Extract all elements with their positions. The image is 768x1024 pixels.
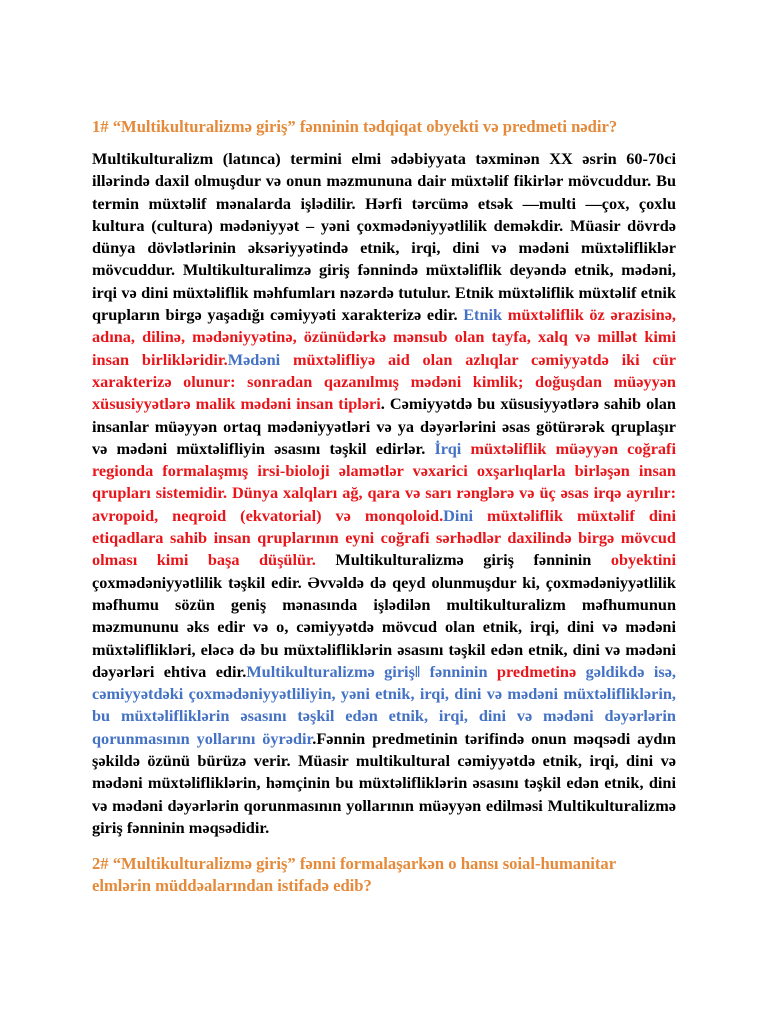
answer-1-paragraph <box>92 148 676 839</box>
answer-1-segment-red: müxtəlifliyə aid olan azlıqlar cəmiyyətdə iki cür xarakterizə olunur: sonradan qazanılmış mədəni kimlik; doğuşdan müəyyən xüsusiyyətlərə malik mədəni insan tipləri <box>92 349 676 414</box>
answer-1-segment-blue: Multikulturalizmə girişǁ fənninin <box>246 661 497 681</box>
answer-1-segment-blue: Mədəni <box>227 349 281 369</box>
answer-1-segment-blue: gəldikdə isə, cəmiyyətdəki çoxmədəniyyətliliyin, yəni etnik, irqi, dini və mədəni müxtəlifliklərin, bu müxtəlifliklərin əsasını təşkil edən etnik, irqi, dini və mədəni dəyərlərin qorunmasının yollarını öyrədir <box>92 661 676 748</box>
answer-1-segment-text: . Cəmiyyətdə bu xüsusiyyətlərə sahib olan insanlar müəyyən ortaq mədəniyyətləri və ya dəyərlərini əsas götürərək qruplaşır və mədəni müxtəlifliyin əsasını təşkil edirlər. <box>92 394 676 458</box>
answer-1-segment-red: obyektini <box>610 550 676 570</box>
answer-1-segment-text: Multikulturalizmə giriş fənninin <box>315 550 611 570</box>
question-1-heading: 1# “Multikulturalizmə giriş” fənninin tədqiqat obyekti və predmeti nədir? <box>92 117 618 136</box>
answer-1-segment-text: .Fənnin predmetinin tərifində onun məqsədi aydın şəkildə özünü bürüzə verir. Müasir multikultural cəmiyyətdə etnik, irqi, dini və mədəni müxtəlifliklərin, həmçinin bu müxtəlifliklərin əsasını təşkil edən etnik, dini və mədəni dəyərlərin qorunmasının yollarının müəyyən edilməsi Multikulturalizmə giriş fənninin məqsədidir. <box>92 728 676 837</box>
answer-1-segment-text: Multikulturalizm (latınca) termini elmi ədəbiyyata təxminən XX əsrin 60-70ci illərində daxil olmuşdur və onun məzmununa dair müxtəlif fikirlər mövcuddur. Bu termin müxtəlif mənalarda işlədilir. Hərfi tərcümə etsək ―multi ―çox, çoxlu kultura (cultura) mədəniyyət – yəni çoxmədəniyyətlilik deməkdir. Müasir dövrdə dünya dövlətlərinin əksəriyyətində etnik, irqi, dini və mədəni müxtəlifliklər mövcuddur. Multikulturalimzə giriş fənnində müxtəliflik deyəndə etnik, mədəni, irqi və dini müxtəliflik məhfumları nəzərdə tutulur. Etnik müxtəliflik müxtəlif etnik qrupların birgə yaşadığı cəmiyyəti xarakterizə edir. <box>92 149 676 325</box>
answer-1-segment-red: müxtəliflik müəyyən coğrafi regionda formalaşmış irsi-bioloji əlamətlər vəxarici oxşarlıqlarla birləşən insan qrupları sistemidir. Dünya xalqları ağ, qara və sarı rənglərə və üç əsas irqə ayrılır: avropoid, neqroid (ekvatorial) və monqoloid. <box>92 438 677 525</box>
answer-1-segment-red: müxtəliflik müxtəlif dini etiqadlara sahib insan qruplarının eyni coğrafi sərhədlər daxilində birgə mövcud olması kimi başa düşülür. <box>92 505 676 570</box>
question-2-heading: 2# “Multikulturalizmə giriş” fənni formalaşarkən o hansı soial-humanitar elmlərin müddəalarından istifadə edib? <box>92 854 616 896</box>
answer-1-segment-text: çoxmədəniyyətlilik təşkil edir. Əvvəldə də qeyd olunmuşdur ki, çoxmədəniyyətlilik məfhumu sözün geniş mənasında işlədilən multikulturalizm məfhumunun məzmununu əks edir və o, cəmiyyətdə mövcud olan etnik, irqi, dini və mədəni müxtəliflikləri, eləcə də bu müxtəlifliklərin əsasını təşkil edən etnik, dini və mədəni dəyərləri ehtiva edir. <box>92 572 676 681</box>
answer-1-segment-blue: Etnik <box>463 305 503 325</box>
answer-1-segment-blue: İrqi <box>434 438 462 458</box>
answer-1-segment-red: müxtəliflik öz ərazisinə, adına, dilinə, mədəniyyətinə, özünüdərkə mənsub olan tayfa, xalq və millət kimi insan birlikləridir. <box>92 305 677 369</box>
answer-1-segment-red: predmetinə <box>496 661 577 681</box>
answer-1-segment-blue: Dini <box>443 505 474 525</box>
